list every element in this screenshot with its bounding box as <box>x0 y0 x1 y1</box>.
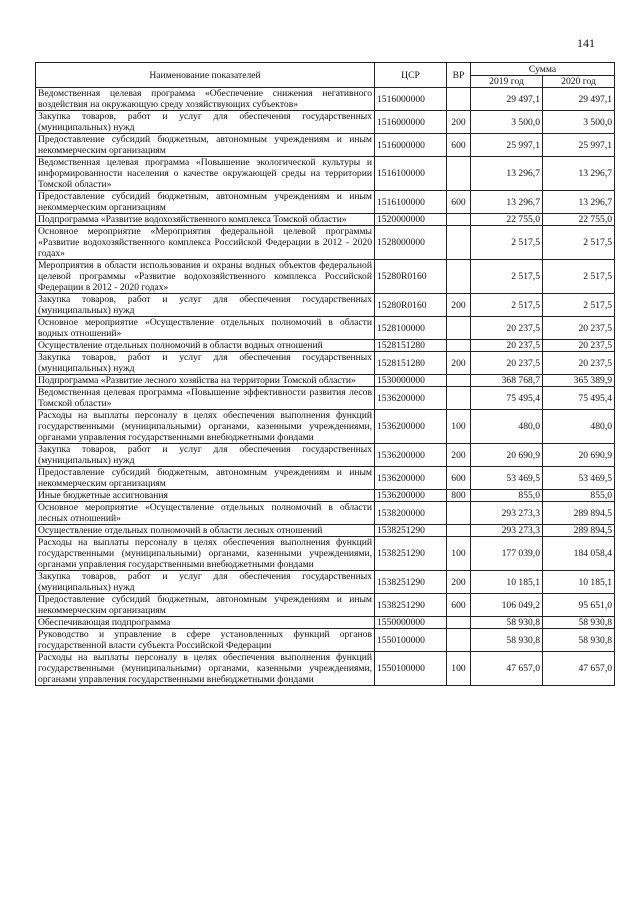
row-sum-2019: 75 495,4 <box>471 387 543 410</box>
table-row <box>36 490 615 502</box>
row-sum-2020: 95 651,0 <box>543 594 615 617</box>
row-csr: 1530000000 <box>375 375 447 387</box>
row-name: Ведомственная целевая программа «Обеспечение снижения негативного воздействия на окружающую среду хозяйствующих субъектов» <box>36 88 375 111</box>
row-name: Закупка товаров, работ и услуг для обеспечения государственных (муниципальных) нужд <box>36 111 375 134</box>
table-row <box>36 191 615 214</box>
row-name: Основное мероприятие «Осуществление отдельных полномочий в области водных отношений» <box>36 317 375 340</box>
header-year-2020: 2020 год <box>543 76 615 88</box>
row-csr: 1538200000 <box>375 502 447 525</box>
row-sum-2019: 177 039,0 <box>471 537 543 571</box>
row-name: Руководство и управление в сфере установленных функций органов государственной власти субъекта Российской Федерации <box>36 629 375 652</box>
row-csr: 15280R0160 <box>375 294 447 317</box>
row-vr: 200 <box>447 352 471 375</box>
row-vr <box>447 629 471 652</box>
row-sum-2019: 2 517,5 <box>471 260 543 294</box>
row-csr: 1538251290 <box>375 571 447 594</box>
row-sum-2019: 20 237,5 <box>471 340 543 352</box>
row-sum-2019: 293 273,3 <box>471 502 543 525</box>
row-sum-2020: 75 495,4 <box>543 387 615 410</box>
row-sum-2020: 2 517,5 <box>543 294 615 317</box>
row-sum-2020: 289 894,5 <box>543 525 615 537</box>
table-row <box>36 88 615 111</box>
table-row <box>36 375 615 387</box>
row-sum-2020: 20 237,5 <box>543 317 615 340</box>
row-sum-2020: 29 497,1 <box>543 88 615 111</box>
row-sum-2020: 58 930,8 <box>543 617 615 629</box>
row-csr: 1550000000 <box>375 617 447 629</box>
header-sum: Сумма <box>471 63 615 76</box>
row-sum-2020: 20 690,9 <box>543 444 615 467</box>
row-sum-2019: 10 185,1 <box>471 571 543 594</box>
table-row <box>36 387 615 410</box>
row-csr: 15280R0160 <box>375 260 447 294</box>
header-year-2019: 2019 год <box>471 76 543 88</box>
row-csr: 1528151280 <box>375 340 447 352</box>
row-csr: 1536200000 <box>375 490 447 502</box>
row-sum-2019: 855,0 <box>471 490 543 502</box>
row-sum-2020: 20 237,5 <box>543 340 615 352</box>
row-name: Основное мероприятие «Осуществление отдельных полномочий в области лесных отношений» <box>36 502 375 525</box>
row-sum-2019: 25 997,1 <box>471 134 543 157</box>
row-name: Закупка товаров, работ и услуг для обеспечения государственных (муниципальных) нужд <box>36 444 375 467</box>
table-row <box>36 157 615 191</box>
row-name: Обеспечивающая подпрограмма <box>36 617 375 629</box>
row-vr <box>447 387 471 410</box>
row-sum-2020: 2 517,5 <box>543 260 615 294</box>
row-sum-2019: 480,0 <box>471 410 543 444</box>
row-vr: 200 <box>447 571 471 594</box>
row-vr: 800 <box>447 490 471 502</box>
table-row <box>36 444 615 467</box>
row-sum-2019: 20 237,5 <box>471 317 543 340</box>
row-csr: 1516100000 <box>375 191 447 214</box>
table-row <box>36 352 615 375</box>
page-number: 141 <box>577 36 595 50</box>
row-sum-2019: 2 517,5 <box>471 294 543 317</box>
row-sum-2019: 106 049,2 <box>471 594 543 617</box>
row-csr: 1536200000 <box>375 467 447 490</box>
row-vr: 100 <box>447 537 471 571</box>
row-vr: 600 <box>447 594 471 617</box>
row-sum-2020: 3 500,0 <box>543 111 615 134</box>
row-vr <box>447 502 471 525</box>
table-row <box>36 525 615 537</box>
row-sum-2019: 3 500,0 <box>471 111 543 134</box>
row-vr: 600 <box>447 191 471 214</box>
row-sum-2020: 365 389,9 <box>543 375 615 387</box>
row-name: Осуществление отдельных полномочий в области лесных отношений <box>36 525 375 537</box>
row-sum-2020: 25 997,1 <box>543 134 615 157</box>
row-sum-2019: 2 517,5 <box>471 226 543 260</box>
row-sum-2019: 58 930,8 <box>471 617 543 629</box>
row-sum-2020: 20 237,5 <box>543 352 615 375</box>
row-name: Основное мероприятие «Мероприятия федеральной целевой программы «Развитие водохозяйственного комплекса Российской Федерации в 2012 - 2020 годах» <box>36 226 375 260</box>
row-sum-2019: 29 497,1 <box>471 88 543 111</box>
row-name: Предоставление субсидий бюджетным, автономным учреждениям и иным некоммерческим организациям <box>36 134 375 157</box>
header-name: Наименование показателей <box>36 63 375 88</box>
row-sum-2019: 368 768,7 <box>471 375 543 387</box>
table-row <box>36 410 615 444</box>
row-vr: 100 <box>447 410 471 444</box>
row-sum-2019: 53 469,5 <box>471 467 543 490</box>
table-row <box>36 629 615 652</box>
row-name: Расходы на выплаты персоналу в целях обеспечения выполнения функций государственными (муниципальными) органами, казенными учреждениями, органами управления государственными внебюджетными фондами <box>36 652 375 686</box>
row-vr: 200 <box>447 444 471 467</box>
table-row <box>36 537 615 571</box>
row-vr <box>447 340 471 352</box>
table-row <box>36 294 615 317</box>
row-sum-2019: 22 755,0 <box>471 214 543 226</box>
row-csr: 1550100000 <box>375 629 447 652</box>
row-csr: 1516000000 <box>375 88 447 111</box>
table-row <box>36 617 615 629</box>
row-name: Расходы на выплаты персоналу в целях обеспечения выполнения функций государственными (муниципальными) органами, казенными учреждениями, органами управления государственными внебюджетными фондами <box>36 410 375 444</box>
row-csr: 1550100000 <box>375 652 447 686</box>
table-row <box>36 226 615 260</box>
row-name: Предоставление субсидий бюджетным, автономным учреждениям и иным некоммерческим организациям <box>36 594 375 617</box>
row-vr: 600 <box>447 134 471 157</box>
table-row <box>36 260 615 294</box>
row-name: Ведомственная целевая программа «Повышение экологической культуры и информированности населения о качестве окружающей среды на территории Томской области» <box>36 157 375 191</box>
row-sum-2019: 58 930,8 <box>471 629 543 652</box>
row-sum-2019: 47 657,0 <box>471 652 543 686</box>
row-sum-2020: 22 755,0 <box>543 214 615 226</box>
row-vr <box>447 88 471 111</box>
budget-table <box>35 62 615 686</box>
row-name: Предоставление субсидий бюджетным, автономным учреждениям и иным некоммерческим организациям <box>36 467 375 490</box>
row-sum-2020: 855,0 <box>543 490 615 502</box>
row-name: Иные бюджетные ассигнования <box>36 490 375 502</box>
row-csr: 1528000000 <box>375 226 447 260</box>
row-sum-2020: 2 517,5 <box>543 226 615 260</box>
row-vr <box>447 157 471 191</box>
row-csr: 1528151280 <box>375 352 447 375</box>
table-row <box>36 571 615 594</box>
row-sum-2020: 13 296,7 <box>543 191 615 214</box>
table-row <box>36 652 615 686</box>
row-vr: 600 <box>447 467 471 490</box>
row-name: Закупка товаров, работ и услуг для обеспечения государственных (муниципальных) нужд <box>36 294 375 317</box>
table-row <box>36 317 615 340</box>
row-sum-2019: 13 296,7 <box>471 157 543 191</box>
row-csr: 1538251290 <box>375 537 447 571</box>
table-row <box>36 111 615 134</box>
row-vr: 200 <box>447 294 471 317</box>
row-sum-2020: 58 930,8 <box>543 629 615 652</box>
row-csr: 1538251290 <box>375 525 447 537</box>
table-row <box>36 214 615 226</box>
header-csr: ЦСР <box>375 63 447 88</box>
row-sum-2020: 13 296,7 <box>543 157 615 191</box>
row-vr: 200 <box>447 111 471 134</box>
row-sum-2020: 480,0 <box>543 410 615 444</box>
row-vr <box>447 317 471 340</box>
row-csr: 1520000000 <box>375 214 447 226</box>
header-vr: ВР <box>447 63 471 88</box>
row-csr: 1516000000 <box>375 111 447 134</box>
row-vr <box>447 260 471 294</box>
table-row <box>36 502 615 525</box>
row-sum-2020: 184 058,4 <box>543 537 615 571</box>
table-row <box>36 134 615 157</box>
row-csr: 1516000000 <box>375 134 447 157</box>
row-sum-2019: 20 237,5 <box>471 352 543 375</box>
table-row <box>36 594 615 617</box>
row-vr <box>447 617 471 629</box>
row-name: Ведомственная целевая программа «Повышение эффективности развития лесов Томской области» <box>36 387 375 410</box>
row-csr: 1538251290 <box>375 594 447 617</box>
row-csr: 1536200000 <box>375 387 447 410</box>
row-csr: 1516100000 <box>375 157 447 191</box>
row-csr: 1536200000 <box>375 444 447 467</box>
row-sum-2020: 10 185,1 <box>543 571 615 594</box>
row-sum-2019: 13 296,7 <box>471 191 543 214</box>
row-vr <box>447 525 471 537</box>
row-name: Расходы на выплаты персоналу в целях обеспечения выполнения функций государственными (муниципальными) органами, казенными учреждениями, органами управления государственными внебюджетными фондами <box>36 537 375 571</box>
row-csr: 1536200000 <box>375 410 447 444</box>
table-row <box>36 340 615 352</box>
row-sum-2020: 53 469,5 <box>543 467 615 490</box>
row-name: Подпрограмма «Развитие водохозяйственного комплекса Томской области» <box>36 214 375 226</box>
row-name: Закупка товаров, работ и услуг для обеспечения государственных (муниципальных) нужд <box>36 571 375 594</box>
row-csr: 1528100000 <box>375 317 447 340</box>
row-sum-2019: 20 690,9 <box>471 444 543 467</box>
row-vr: 100 <box>447 652 471 686</box>
row-sum-2019: 293 273,3 <box>471 525 543 537</box>
row-vr <box>447 375 471 387</box>
table-row <box>36 467 615 490</box>
row-name: Закупка товаров, работ и услуг для обеспечения государственных (муниципальных) нужд <box>36 352 375 375</box>
row-sum-2020: 289 894,5 <box>543 502 615 525</box>
row-name: Осуществление отдельных полномочий в области водных отношений <box>36 340 375 352</box>
row-vr <box>447 214 471 226</box>
row-sum-2020: 47 657,0 <box>543 652 615 686</box>
row-vr <box>447 226 471 260</box>
row-name: Предоставление субсидий бюджетным, автономным учреждениям и иным некоммерческим организациям <box>36 191 375 214</box>
row-name: Подпрограмма «Развитие лесного хозяйства на территории Томской области» <box>36 375 375 387</box>
row-name: Мероприятия в области использования и охраны водных объектов федеральной целевой программы «Развитие водохозяйственного комплекса Российской Федерации в 2012 - 2020 годах» <box>36 260 375 294</box>
